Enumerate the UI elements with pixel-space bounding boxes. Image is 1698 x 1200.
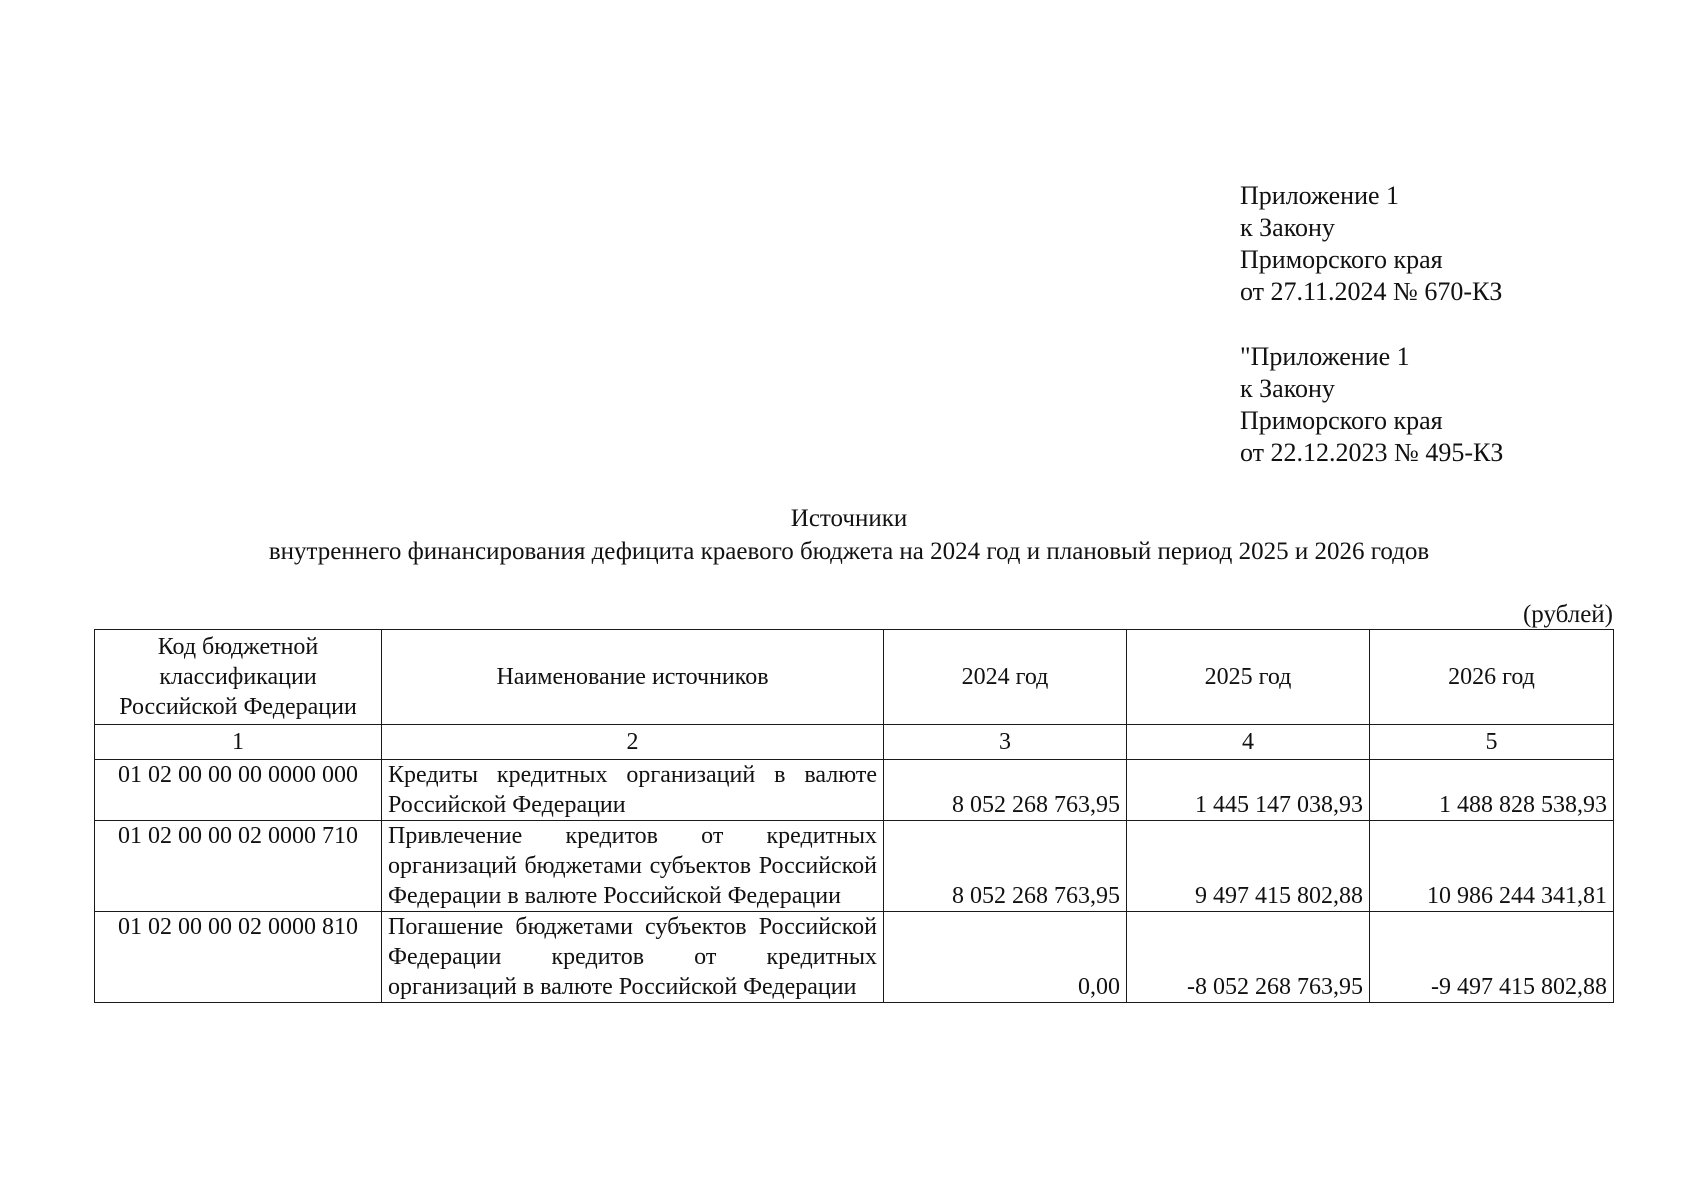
amount-2024-cell: 0,00 — [884, 912, 1127, 1003]
table-row — [95, 760, 1614, 821]
document-title: Источники — [790, 505, 908, 532]
annex-line: от 27.11.2024 № 670-КЗ — [1240, 277, 1503, 306]
budget-code-cell: 01 02 00 00 02 0000 810 — [95, 912, 382, 1003]
source-name-cell: Кредиты кредитных организаций в валюте Российской Федерации — [382, 760, 884, 821]
column-header-2026: 2026 год — [1370, 630, 1614, 725]
amount-2025-cell: 9 497 415 802,88 — [1127, 821, 1370, 912]
table-header-row — [95, 630, 1614, 725]
column-number: 3 — [884, 725, 1127, 760]
amount-2025-cell: -8 052 268 763,95 — [1127, 912, 1370, 1003]
annex-line: к Закону — [1240, 374, 1335, 403]
table-row — [95, 821, 1614, 912]
column-header-2024: 2024 год — [884, 630, 1127, 725]
source-name-cell: Привлечение кредитов от кредитных организаций бюджетами субъектов Российской Федерации в валюте Российской Федерации — [382, 821, 884, 912]
amount-2024-cell: 8 052 268 763,95 — [884, 760, 1127, 821]
financing-sources-table — [94, 629, 1614, 1003]
column-number: 4 — [1127, 725, 1370, 760]
annex-reference-original — [1240, 341, 1660, 469]
budget-code-cell: 01 02 00 00 02 0000 710 — [95, 821, 382, 912]
column-header-code: Код бюджетной классификации Российской Федерации — [95, 630, 382, 725]
amount-2025-cell: 1 445 147 038,93 — [1127, 760, 1370, 821]
amount-2026-cell: 1 488 828 538,93 — [1370, 760, 1614, 821]
annex-line: Приморского края — [1240, 245, 1443, 274]
annex-line: Приложение 1 — [1240, 181, 1400, 210]
amount-2024-cell: 8 052 268 763,95 — [884, 821, 1127, 912]
annex-line: к Закону — [1240, 213, 1335, 242]
column-number-row — [95, 725, 1614, 760]
annex-line: от 22.12.2023 № 495-КЗ — [1240, 438, 1504, 467]
budget-code-cell: 01 02 00 00 00 0000 000 — [95, 760, 382, 821]
column-number: 5 — [1370, 725, 1614, 760]
column-number: 2 — [382, 725, 884, 760]
units-label: (рублей) — [1522, 601, 1613, 628]
column-header-2025: 2025 год — [1127, 630, 1370, 725]
column-number: 1 — [95, 725, 382, 760]
document-subtitle: внутреннего финансирования дефицита краевого бюджета на 2024 год и плановый период 2025 и 2026 годов — [268, 538, 1430, 565]
amount-2026-cell: -9 497 415 802,88 — [1370, 912, 1614, 1003]
table-row — [95, 912, 1614, 1003]
annex-line: Приморского края — [1240, 406, 1443, 435]
source-name-cell: Погашение бюджетами субъектов Российской Федерации кредитов от кредитных организаций в валюте Российской Федерации — [382, 912, 884, 1003]
annex-line: "Приложение 1 — [1240, 342, 1410, 371]
amount-2026-cell: 10 986 244 341,81 — [1370, 821, 1614, 912]
annex-reference-current — [1240, 180, 1660, 308]
column-header-name: Наименование источников — [382, 630, 884, 725]
